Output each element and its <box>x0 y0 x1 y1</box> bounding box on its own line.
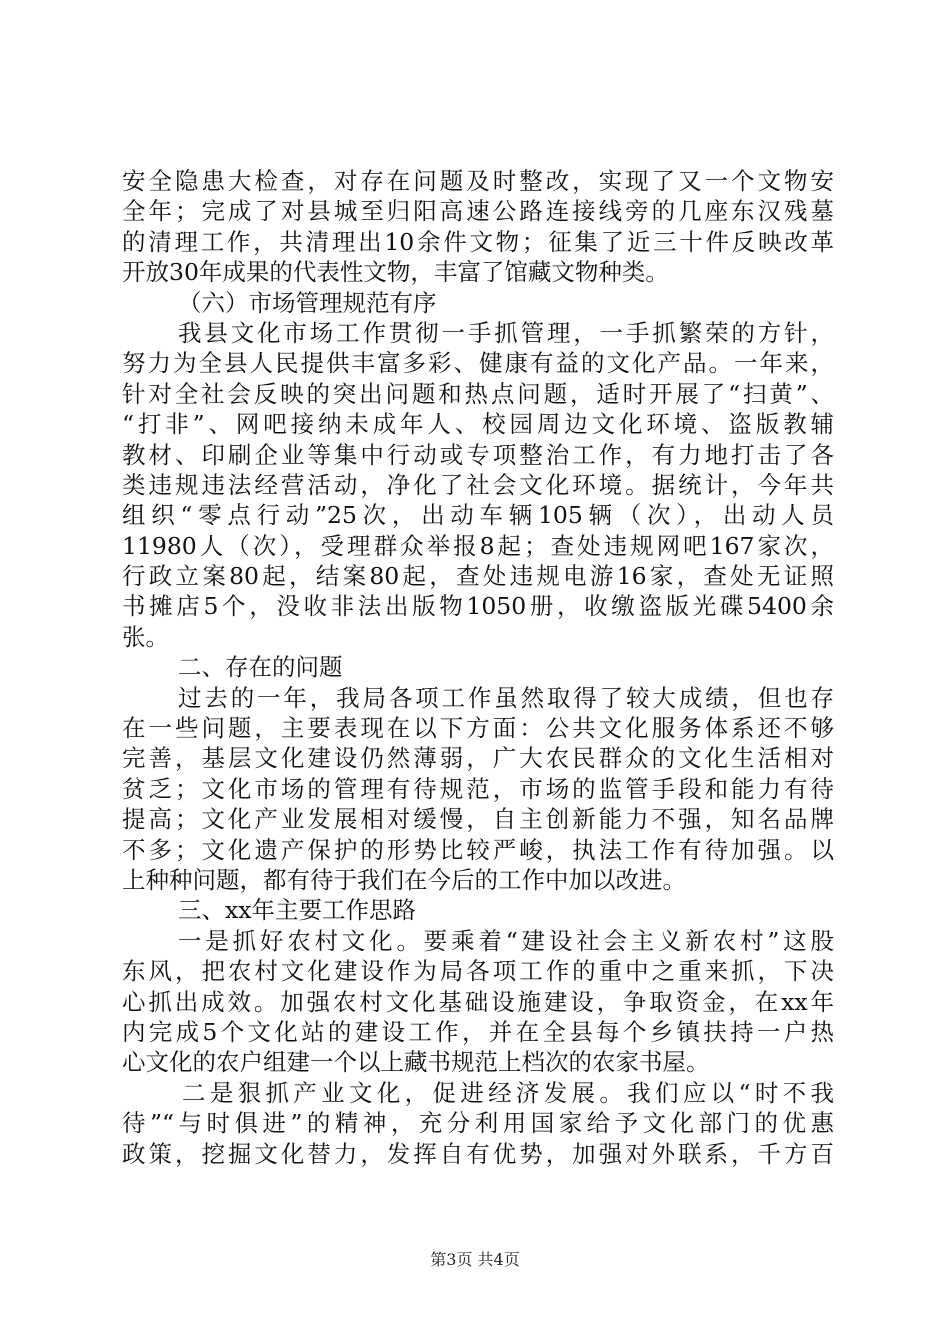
text-line: 一是抓好农村文化。要乘着“建设社会主义新农村”这股 <box>178 926 834 955</box>
text-line: 三、xx年主要工作思路 <box>178 896 417 925</box>
text-line: 组织“零点行动”25次，出动车辆105辆（次），出动人员 <box>122 501 834 530</box>
text-line: 安全隐患大检查，对存在问题及时整改，实现了又一个文物安 <box>122 167 834 195</box>
text-line: 书摊店5个，没收非法出版物1050册，收缴盗版光碟5400余 <box>122 592 834 621</box>
text-line: 努力为全县人民提供丰富多彩、健康有益的文化产品。一年来， <box>122 349 834 378</box>
paragraph <box>122 166 834 288</box>
text-line: 的清理工作，共清理出10余件文物；征集了近三十件反映改革 <box>122 227 834 256</box>
text-line: 待”“与时俱进”的精神，充分利用国家给予文化部门的优惠 <box>122 1109 834 1138</box>
text-line: 我县文化市场工作贯彻一手抓管理，一手抓繁荣的方针， <box>178 318 834 347</box>
text-line: 全年；完成了对县城至归阳高速公路连接线旁的几座东汉残墓 <box>122 197 834 226</box>
text-line: 针对全社会反映的突出问题和热点问题，适时开展了“扫黄”、 <box>122 379 834 408</box>
text-line: 开放30年成果的代表性文物，丰富了馆藏文物种类。 <box>122 258 669 287</box>
text-line: 上种种问题，都有待于我们在今后的工作中加以改进。 <box>122 865 686 894</box>
text-line: 不多；文化遗产保护的形势比较严峻，执法工作有待加强。以 <box>122 835 834 864</box>
paragraph <box>122 683 834 896</box>
text-line: 教材、印刷企业等集中行动或专项整治工作，有力地打击了各 <box>122 440 834 469</box>
text-line: 东风，把农村文化建设作为局各项工作的重中之重来抓，下决 <box>122 957 834 986</box>
page-footer <box>0 1247 950 1270</box>
text-line: 11980人（次），受理群众举报8起；查处违规网吧167家次， <box>122 531 834 560</box>
text-line: （六）市场管理规范有序 <box>178 288 437 317</box>
text-line: 心抓出成效。加强农村文化基础设施建设，争取资金，在xx年 <box>122 987 834 1016</box>
text-line: 提高；文化产业发展相对缓慢，自主创新能力不强，知名品牌 <box>122 805 834 834</box>
paragraph <box>122 318 834 652</box>
text-line: 贫乏；文化市场的管理有待规范，市场的监管手段和能力有待 <box>122 774 834 803</box>
text-line: 行政立案80起，结案80起，查处违规电游16家，查处无证照 <box>122 562 834 591</box>
document-body <box>122 166 834 1169</box>
section-heading <box>122 652 834 682</box>
text-line: 在一些问题，主要表现在以下方面：公共文化服务体系还不够 <box>122 714 834 743</box>
section-heading <box>122 288 834 318</box>
paragraph <box>122 926 834 1078</box>
text-line: 完善，基层文化建设仍然薄弱，广大农民群众的文化生活相对 <box>122 744 834 773</box>
text-line: 内完成5个文化站的建设工作，并在全县每个乡镇扶持一户热 <box>122 1017 834 1046</box>
text-line: 二、存在的问题 <box>178 653 343 682</box>
text-line: 二是狠抓产业文化，促进经济发展。我们应以“时不我 <box>182 1078 834 1107</box>
text-line: 过去的一年，我局各项工作虽然取得了较大成绩，但也存 <box>178 683 834 712</box>
text-line: “打非”、网吧接纳未成年人、校园周边文化环境、盗版教辅 <box>122 410 834 439</box>
text-line: 心文化的农户组建一个以上藏书规范上档次的农家书屋。 <box>122 1048 710 1077</box>
text-line: 张。 <box>122 622 169 651</box>
paragraph <box>122 1078 834 1169</box>
section-heading <box>122 895 834 925</box>
page-number: 第3页 共4页 <box>430 1250 520 1269</box>
text-line: 类违规违法经营活动，净化了社会文化环境。据统计，今年共 <box>122 470 834 499</box>
text-line: 政策，挖掘文化替力，发挥自有优势，加强对外联系，千方百 <box>122 1139 834 1168</box>
